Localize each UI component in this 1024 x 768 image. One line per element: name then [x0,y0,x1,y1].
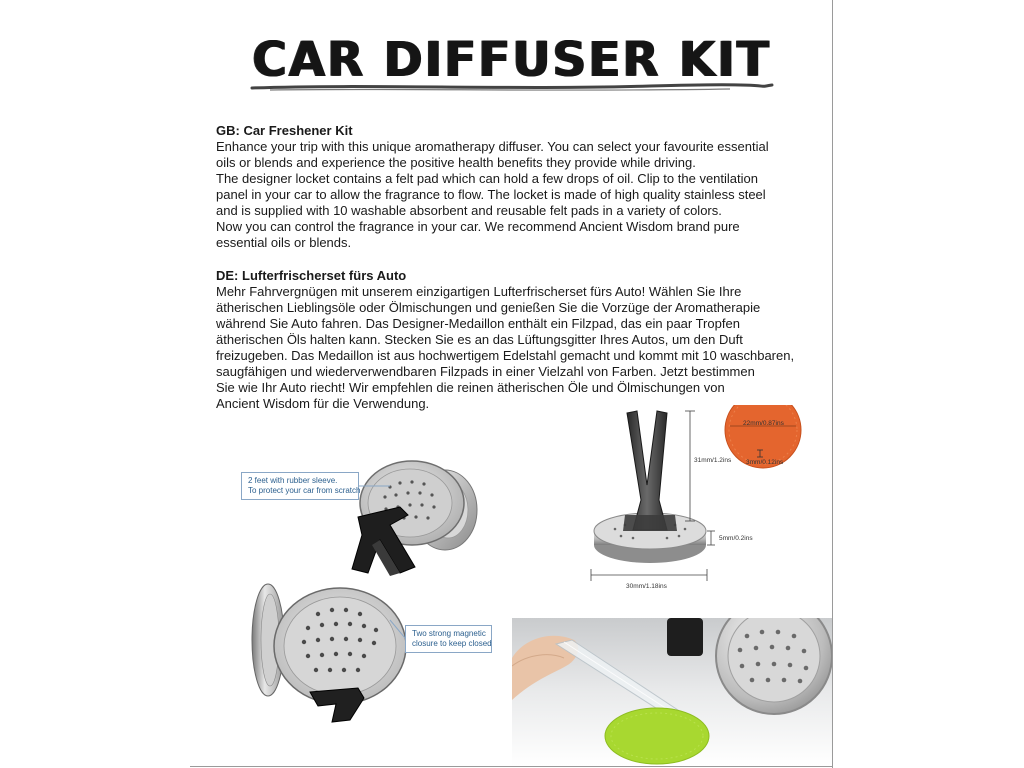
gb-section [216,123,769,251]
de-line: während Sie Auto fahren. Das Designer-Medaillon enthält ein Filzpad, das ein paar Tropfen [216,316,740,331]
label-clip-height: 31mm/1.2ins [694,457,732,464]
gb-line: oils or blends and experience the positive health benefits they provide while driving. [216,155,696,170]
de-line: Ancient Wisdom für die Verwendung. [216,396,430,411]
callout-magnet-line1: Two strong magnetic [412,629,486,638]
vent-clip-foot [623,515,677,531]
de-line: ätherischen Öls halten kann. Stecken Sie es an das Lüftungsgitter Ihres Autos, um den Duft [216,332,743,347]
vent-clip-bottom [310,688,364,722]
title-brush-underline [250,80,775,94]
callout-rubber-feet [241,472,359,500]
de-line: Mehr Fahrvergnügen mit unserem einzigartigen Lufterfrischerset fürs Auto! Wählen Sie Ihre [216,284,742,299]
de-line: ätherischen Lieblingsöle oder Ölmischungen und genießen Sie die Vorzüge der Aromatherapie [216,300,761,315]
page-edge-bottom [190,766,833,767]
label-locket-diameter: 30mm/1.18ins [626,583,667,590]
gb-line: panel in your car to allow the fragrance to flow. The locket is made of high quality stainless steel [216,187,766,202]
gb-heading: GB: Car Freshener Kit [216,123,353,138]
photo-felt-pad-green [605,708,709,764]
vent-clip-prongs [627,411,667,530]
de-heading: DE: Lufterfrischerset fürs Auto [216,268,407,283]
photo-vent-clip [667,618,703,656]
callout-feet-line1: 2 feet with rubber sleeve. [248,476,338,485]
callout-magnet-line2: closure to keep closed [412,639,492,648]
label-locket-thickness: 5mm/0.2ins [719,535,753,542]
gb-line: and is supplied with 10 washable absorbent and reusable felt pads in a variety of colors. [216,203,722,218]
gb-line: The designer locket contains a felt pad which can hold a few drops of oil. Clip to the ventilation [216,171,758,186]
label-pad-thickness: 3mm/0.12ins [746,459,784,466]
label-pad-diameter: 22mm/0.87ins [743,420,784,427]
de-line: freizugeben. Das Medaillon ist aus hochwertigem Edelstahl gemacht und kommt mit 10 waschbaren, [216,348,795,363]
gb-line: Now you can control the fragrance in your car. We recommend Ancient Wisdom brand pure [216,219,740,234]
gb-line: Enhance your trip with this unique aromatherapy diffuser. You can select your favourite essential [216,139,769,154]
de-line: Sie wie Ihr Auto riecht! Wir empfehlen die reinen ätherischen Öle und Ölmischungen von [216,380,725,395]
product-image-magnetic [240,580,505,730]
gb-line: essential oils or blends. [216,235,352,250]
page-edge-right [832,0,833,768]
product-photo-pipette [512,618,832,766]
product-image-dimensions [585,405,825,600]
de-line: saugfähigen und wiederverwendbaren Filzpads in einer Vielzahl von Farben. Jetzt bestimmen [216,364,755,379]
de-section [216,268,794,412]
callout-magnetic-closure [405,625,492,653]
callout-feet-line2: To protect your car from scratch [248,486,361,495]
page-title: CAR DIFFUSER KIT [252,32,771,88]
